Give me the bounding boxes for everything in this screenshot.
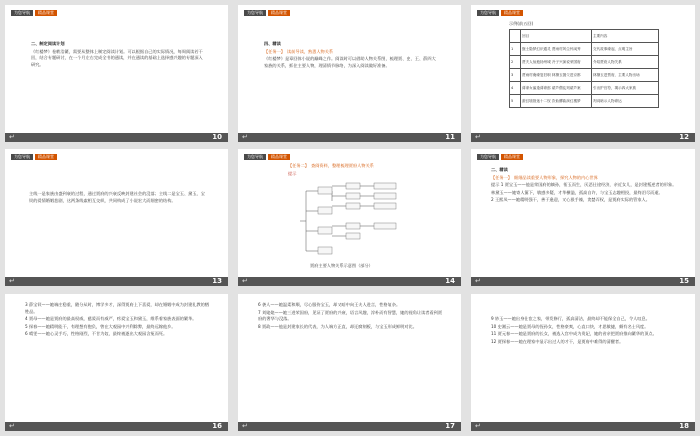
slide-number: 12 (679, 133, 689, 141)
table-cell: 4 (510, 82, 521, 95)
table-cell: 引出护官符，揭示四大家族 (592, 82, 659, 95)
table-cell: 3 (510, 69, 521, 82)
slide-paragraph: 6 晴雯——她心灵手巧，性格刚烈，不甘为奴，最终被逐出大观园含冤而死。 (25, 331, 168, 337)
table-cell: 薄命女偏逢薄命郎 葫芦僧乱判葫芦案 (521, 82, 592, 95)
slide-paragraph: 11 贾元春——她是贾府的长女，被选入宫中成为贵妃，她的省亲把贾府推向繁华的顶点。 (491, 331, 657, 337)
navigate-back-icon[interactable]: ↵ (9, 422, 15, 430)
slide-paragraph: 10 史湘云——她是贾母的侄孙女，性格豪爽，心直口快，才思敏捷，颇有名士风度。 (491, 323, 649, 329)
diagram-caption: 贾府主要人物关系示意图（部分） (310, 263, 373, 268)
slide-body (491, 167, 677, 205)
slide-paragraph: 主线一是家族由盛到衰的过程，通过贾府的兴衰反映封建社会的没落；主线二是宝玉、黛玉、宝钗的爱情婚姻悲剧，这两条线索相互交织，共同构成了小说宏大而细密的结构。 (29, 191, 205, 203)
slide-thumbnail-13[interactable] (5, 149, 228, 286)
slide-thumbnail-14[interactable] (238, 149, 461, 286)
slide-footer (238, 422, 461, 431)
slide-number: 10 (212, 133, 222, 141)
slide-number: 15 (679, 277, 689, 285)
table-cell: 交代故事缘起，点明主旨 (592, 43, 659, 56)
nav-tab-left[interactable]: 为您导航 (244, 154, 266, 160)
slide-paragraph: 4 贾母——她是贾府的最高权威，慈爱而有威严，疼爱宝玉和黛玉，维系着家族表面的繁华。 (25, 316, 197, 322)
slide-footer (471, 277, 695, 286)
slide-footer (238, 277, 461, 286)
slide-paragraph: 3 薛宝钗——她端庄稳重，随分从时，博学多才，深得贾府上下喜爱，却在婚姻中成为封建礼教的牺牲品。 (25, 302, 210, 314)
slide-paragraph: 林黛玉——她寄人篱下，敏感多疑，才华横溢，孤高自许，与宝玉志趣相投，最终泪尽而逝。 (491, 189, 663, 195)
table-cell: 介绍贾府人物关系 (592, 56, 659, 69)
table-header-row (510, 30, 659, 43)
slide-footer (5, 133, 228, 142)
slide-paragraph: 《红楼梦》是章回体小说的巅峰之作。阅读时可以借助人物关系图，梳理贾、史、王、薛四大家族的关系，抓住主要人物，理清情节脉络，为深入阅读做好准备。 (264, 56, 436, 68)
task-heading: 【任务一】 读前导读，熟悉人物关系 (264, 48, 334, 54)
nav-tab-left[interactable]: 为您导航 (11, 154, 33, 160)
slide-footer (471, 422, 695, 431)
slide-thumbnail-11[interactable] (238, 5, 461, 142)
slide-body (31, 41, 203, 69)
slide-number: 13 (212, 277, 222, 285)
slide-paragraph: 提示 1 贾宝玉——他是荣国府的嫡孙，衔玉而生，厌恶仕途经济，亲近女儿，是封建叛逆者的形象。 (491, 182, 677, 188)
navigate-back-icon[interactable]: ↵ (242, 277, 248, 285)
table-row (510, 82, 659, 95)
slide-number: 17 (445, 422, 455, 430)
nav-tab-left[interactable]: 为您导航 (11, 10, 33, 16)
slide-thumbnail-12[interactable] (471, 5, 695, 142)
nav-tab-right[interactable]: 精品课堂 (35, 154, 57, 160)
table-header-cell: 回目 (521, 30, 592, 43)
nav-tab-right[interactable]: 精品课堂 (268, 154, 290, 160)
slide-heading: 四、精读 (264, 41, 281, 46)
nav-tab-left[interactable]: 为您导航 (477, 154, 499, 160)
table-header-cell (510, 30, 521, 43)
summary-table (509, 29, 659, 108)
family-tree-diagram (298, 181, 408, 261)
hint-label: 提示 (288, 170, 297, 176)
table-cell: 林黛玉进贾府，主要人物出场 (592, 69, 659, 82)
table-cell: 2 (510, 56, 521, 69)
slide-number: 18 (679, 422, 689, 430)
table-cell: 贾雨村夤缘复旧职 林黛玉抛父进京都 (521, 69, 592, 82)
navigate-back-icon[interactable]: ↵ (475, 422, 481, 430)
navigate-back-icon[interactable]: ↵ (242, 133, 248, 141)
slide-thumbnail-18[interactable] (471, 294, 695, 431)
table-row (510, 56, 659, 69)
table-row (510, 95, 659, 108)
navigate-back-icon[interactable]: ↵ (9, 133, 15, 141)
navigate-back-icon[interactable]: ↵ (475, 277, 481, 285)
slide-thumbnail-10[interactable] (5, 5, 228, 142)
slide-number: 14 (445, 277, 455, 285)
task-heading: 【任务二】 查阅资料，整理梳理贾府人物关系 (288, 163, 374, 168)
slide-footer (5, 422, 228, 431)
table-cell: 贾夫人仙逝扬州城 冷子兴演说荣国府 (521, 56, 592, 69)
nav-tab-right[interactable]: 精品课堂 (268, 10, 290, 16)
slide-body (29, 191, 207, 205)
nav-tab-right[interactable]: 精品课堂 (501, 154, 523, 160)
table-cell: 甄士隐梦幻识通灵 贾雨村风尘怀闺秀 (521, 43, 592, 56)
slide-body (258, 302, 446, 331)
slide-thumbnail-15[interactable] (471, 149, 695, 286)
slide-heading: 二、精读 (491, 167, 508, 172)
slide-paragraph: 9 妙玉——她出身仕宦之家，带发修行，孤高清洁，最终却不能保全自己，令人叹息。 (491, 316, 650, 321)
slide-heading: 二、制定阅读计划 (31, 41, 65, 46)
slide-footer (471, 133, 695, 142)
table-row (510, 43, 659, 56)
navigate-back-icon[interactable]: ↵ (9, 277, 15, 285)
slide-number: 11 (445, 133, 455, 141)
table-cell: 游幻境指迷十二钗 饮仙醪曲演红楼梦 (521, 95, 592, 108)
slide-paragraph: 6 袭人——她温柔和顺，尽心服侍宝玉，却又暗中向王夫人进言，性格复杂。 (258, 302, 401, 307)
nav-tab-left[interactable]: 为您导航 (477, 10, 499, 16)
slide-thumbnail-16[interactable] (5, 294, 228, 431)
slide-paragraph: 2 王熙凤——她精明强干，善于逢迎，又心狠手辣，贪婪弄权，是贾府实际的管家人。 (491, 197, 650, 203)
slide-footer (238, 133, 461, 142)
table-title: 示例(前五回) (509, 21, 534, 26)
slide-body (264, 41, 436, 70)
table-row (510, 69, 659, 82)
slide-paragraph: 8 贾政——他是封建家长的代表，为人端方正直，却迂腐刻板，与宝玉形成鲜明对比。 (258, 323, 417, 329)
slide-number: 16 (212, 422, 222, 430)
navigate-back-icon[interactable]: ↵ (242, 422, 248, 430)
slide-paragraph: 7 刘姥姥——她三进荣国府，见证了贾府的兴衰，语言风趣，淳朴而有智慧，她的视角让读者看到贾府的奢华与没落。 (258, 309, 443, 322)
task-heading: 【任务一】 细细品读重要人物形象，探究人物的内心世界 (491, 174, 598, 180)
slide-body (491, 316, 679, 346)
nav-tab-right[interactable]: 精品课堂 (501, 10, 523, 16)
slide-paragraph: 12 贾探春——她在理家中显示出过人的才干，是贾府中难得的清醒者。 (491, 338, 624, 344)
slide-body (25, 302, 213, 339)
table-cell: 1 (510, 43, 521, 56)
slide-paragraph: 5 探春——她精明能干，有理想有抱负，曾在大观园中兴利除弊，最终远嫁他乡。 (25, 323, 176, 329)
slide-body (288, 163, 448, 178)
navigate-back-icon[interactable]: ↵ (475, 133, 481, 141)
slide-footer (5, 277, 228, 286)
table-header-cell: 主要内容 (592, 30, 659, 43)
table-cell: 判词暗示人物命运 (592, 95, 659, 108)
table-cell: 5 (510, 95, 521, 108)
nav-tab-left[interactable]: 为您导航 (244, 10, 266, 16)
nav-tab-right[interactable]: 精品课堂 (35, 10, 57, 16)
slide-thumbnail-17[interactable] (238, 294, 461, 431)
slide-paragraph: 《红楼梦》卷帙浩繁，需要从整体上制定阅读计划。可以根据自己的实际情况，每周阅读若干回，结合专题研讨，在一个月左右完成全书的通读，并在通读的基础上选择感兴趣的专题深入研究。 (31, 48, 203, 67)
